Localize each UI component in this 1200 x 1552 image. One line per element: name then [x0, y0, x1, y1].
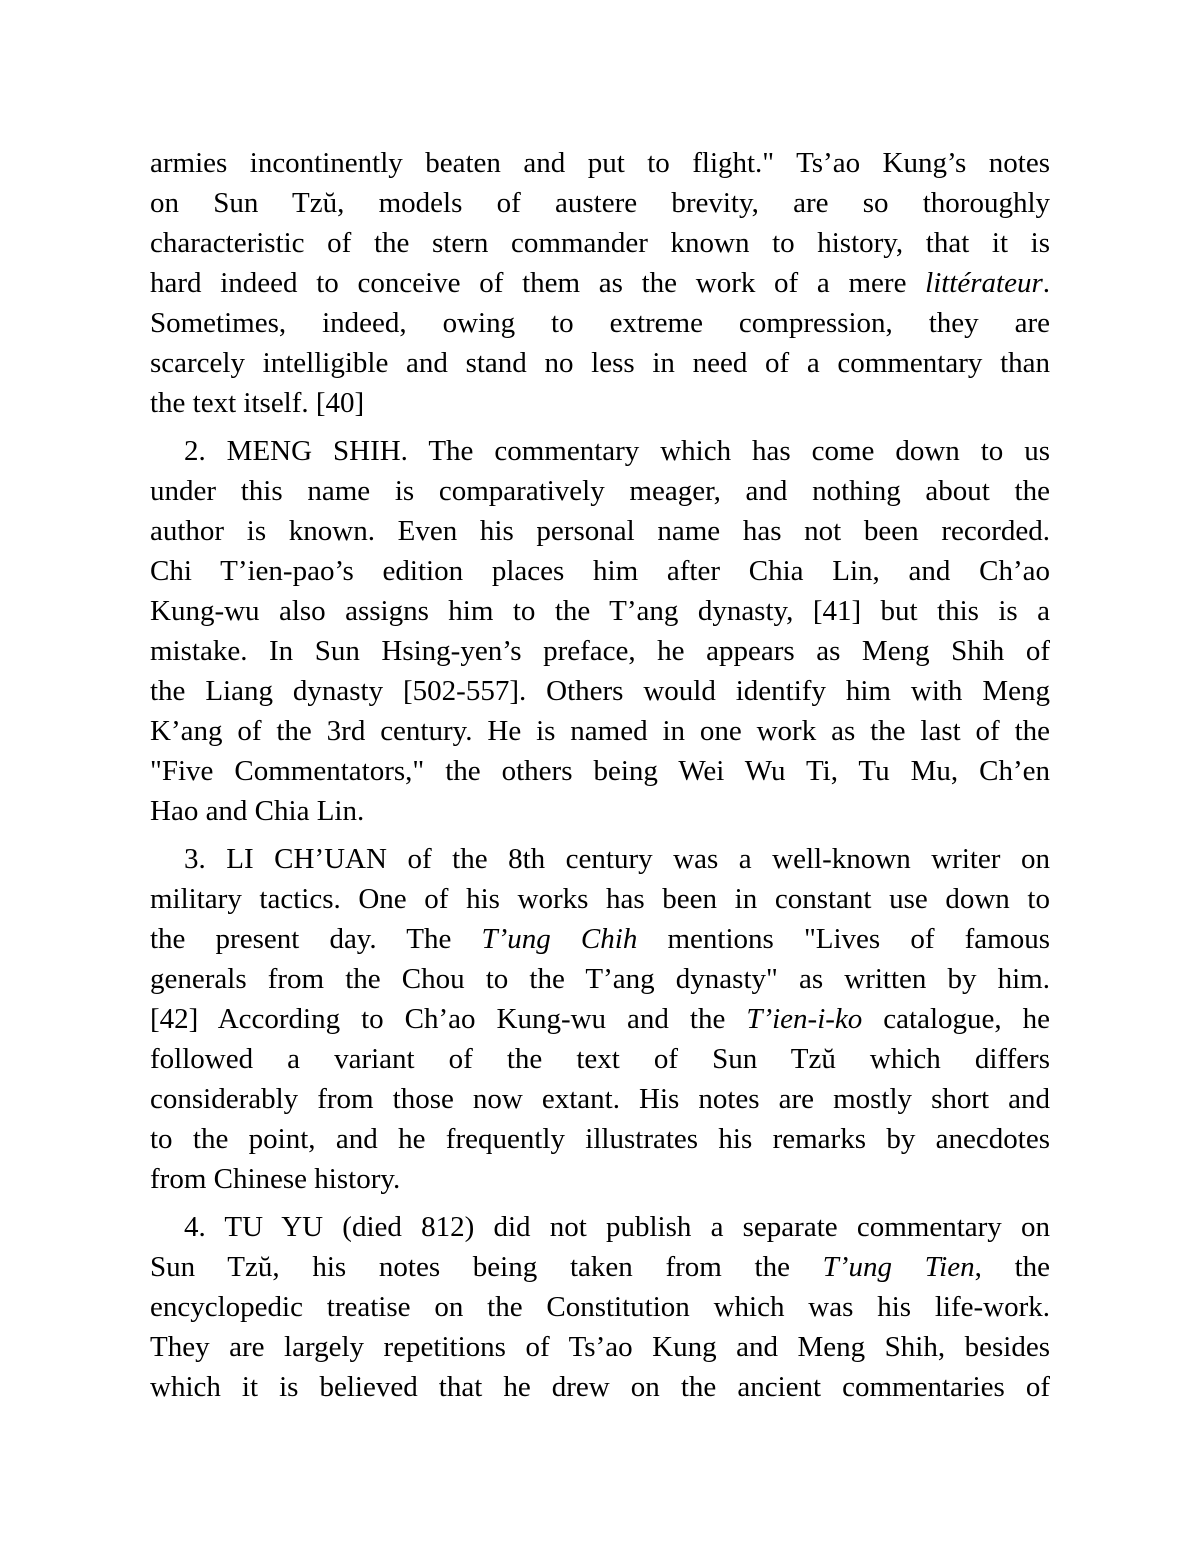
text-line — [150, 431, 1050, 471]
paragraph-2 — [150, 431, 1050, 831]
text-line — [150, 551, 1050, 591]
text-line — [150, 1039, 1050, 1079]
text-segment: under this name is comparatively meager, and nothing about the — [150, 475, 1050, 507]
text-segment: encyclopedic treatise on the Constitution which was his life-work. — [150, 1291, 1050, 1323]
text-line — [150, 1287, 1050, 1327]
text-segment: on Sun Tzŭ, models of austere brevity, are so thoroughly — [150, 187, 1050, 219]
text-segment: military tactics. One of his works has been in constant use down to — [150, 883, 1050, 915]
paragraph-3 — [150, 839, 1050, 1199]
text-line — [150, 671, 1050, 711]
italic-title-text: T’ung Tien — [822, 1251, 975, 1283]
text-line — [150, 1207, 1050, 1247]
paragraph-4 — [150, 1207, 1050, 1407]
text-segment: mentions "Lives of famous — [637, 923, 1050, 955]
text-line — [150, 1119, 1050, 1159]
text-line — [150, 1247, 1050, 1287]
text-segment: K’ang of the 3rd century. He is named in one work as the last of the — [150, 715, 1050, 747]
text-segment: Kung-wu also assigns him to the T’ang dynasty, [41] but this is a — [150, 595, 1050, 627]
italic-title-text: littérateur — [925, 267, 1043, 299]
text-segment: generals from the Chou to the T’ang dynasty" as written by him. — [150, 963, 1050, 995]
text-segment: "Five Commentators," the others being Wei Wu Ti, Tu Mu, Ch’en — [150, 755, 1050, 787]
italic-title-text: T’ung Chih — [481, 923, 638, 955]
text-line — [150, 1327, 1050, 1367]
text-line — [150, 143, 1050, 183]
text-line — [150, 591, 1050, 631]
text-segment: [42] According to Ch’ao Kung-wu and the — [150, 1003, 747, 1035]
text-line — [150, 791, 1050, 831]
text-segment: . — [1042, 267, 1050, 299]
text-segment: mistake. In Sun Hsing-yen’s preface, he appears as Meng Shih of — [150, 635, 1050, 667]
text-line — [150, 711, 1050, 751]
text-line — [150, 383, 1050, 423]
text-segment: to the point, and he frequently illustrates his remarks by anecdotes — [150, 1123, 1050, 1155]
text-line — [150, 1367, 1050, 1407]
text-line — [150, 751, 1050, 791]
text-line — [150, 879, 1050, 919]
text-line — [150, 511, 1050, 551]
text-line — [150, 631, 1050, 671]
text-segment: Sometimes, indeed, owing to extreme compression, they are — [150, 307, 1050, 339]
text-segment: the Liang dynasty [502-557]. Others would identify him with Meng — [150, 675, 1050, 707]
text-segment: from Chinese history. — [150, 1163, 401, 1195]
text-segment: hard indeed to conceive of them as the work of a mere — [150, 267, 926, 299]
text-segment: Chi T’ien-pao’s edition places him after Chia Lin, and Ch’ao — [150, 555, 1050, 587]
text-segment: armies incontinently beaten and put to flight." Ts’ao Kung’s notes — [150, 147, 1050, 179]
text-line — [150, 343, 1050, 383]
text-line — [150, 1079, 1050, 1119]
text-segment: considerably from those now extant. His notes are mostly short and — [150, 1083, 1050, 1115]
text-line — [150, 839, 1050, 879]
text-segment: scarcely intelligible and stand no less in need of a commentary than — [150, 347, 1050, 379]
text-segment: 4. TU YU (died 812) did not publish a separate commentary on — [184, 1211, 1050, 1243]
text-line — [150, 183, 1050, 223]
italic-title-text: T’ien-i-ko — [746, 1003, 863, 1035]
text-segment: the present day. The — [150, 923, 482, 955]
text-line — [150, 223, 1050, 263]
text-segment: They are largely repetitions of Ts’ao Kung and Meng Shih, besides — [150, 1331, 1050, 1363]
text-segment: Sun Tzŭ, his notes being taken from the — [150, 1251, 823, 1283]
text-segment: the text itself. [40] — [150, 387, 365, 419]
text-segment: , the — [974, 1251, 1050, 1283]
text-line — [150, 959, 1050, 999]
text-segment: catalogue, he — [862, 1003, 1050, 1035]
text-segment: followed a variant of the text of Sun Tzŭ which differs — [150, 1043, 1050, 1075]
text-line — [150, 1159, 1050, 1199]
paragraph-1 — [150, 143, 1050, 423]
text-line — [150, 263, 1050, 303]
text-segment: 3. LI CH’UAN of the 8th century was a well-known writer on — [184, 843, 1050, 875]
text-segment: which it is believed that he drew on the ancient commentaries of — [150, 1371, 1050, 1403]
text-line — [150, 999, 1050, 1039]
text-segment: Hao and Chia Lin. — [150, 795, 365, 827]
text-segment: characteristic of the stern commander known to history, that it is — [150, 227, 1050, 259]
text-line — [150, 919, 1050, 959]
text-segment: 2. MENG SHIH. The commentary which has come down to us — [184, 435, 1050, 467]
text-block — [150, 143, 1050, 1415]
text-segment: author is known. Even his personal name has not been recorded. — [150, 515, 1050, 547]
text-line — [150, 471, 1050, 511]
text-line — [150, 303, 1050, 343]
